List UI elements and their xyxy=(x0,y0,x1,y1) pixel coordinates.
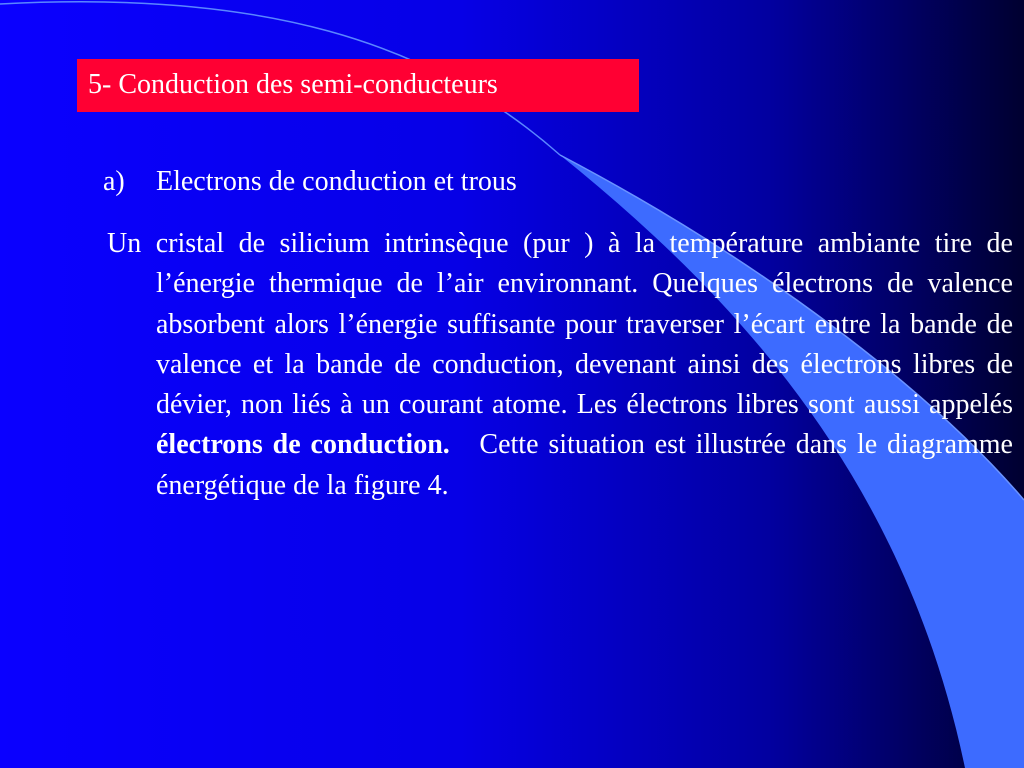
subheading-text: Electrons de conduction et trous xyxy=(156,166,517,197)
body-paragraph xyxy=(107,224,1020,506)
slide-title-box xyxy=(77,59,639,112)
subheading-marker: a) xyxy=(103,166,125,197)
subheading xyxy=(103,165,517,199)
paragraph-text-after: Cette situation est illustrée dans le diagramme énergétique de la figure 4. xyxy=(156,429,1020,501)
paragraph-bold-term: électrons de conduction. xyxy=(156,429,450,461)
paragraph-text-before: Un cristal de silicium intrinsèque (pur ) à la température ambiante tire de l’énergie thermique de l’air environnant. Quelques électrons de valence absorbent alors l’énergie suffisante pour traverser l’écart entre la bande de valence et la bande de conduction, devenant ainsi des électrons libres de dévier, non liés à un courant atome. Les électrons libres sont aussi appelés xyxy=(107,228,1013,421)
slide-title: 5- Conduction des semi-conducteurs xyxy=(88,69,498,100)
